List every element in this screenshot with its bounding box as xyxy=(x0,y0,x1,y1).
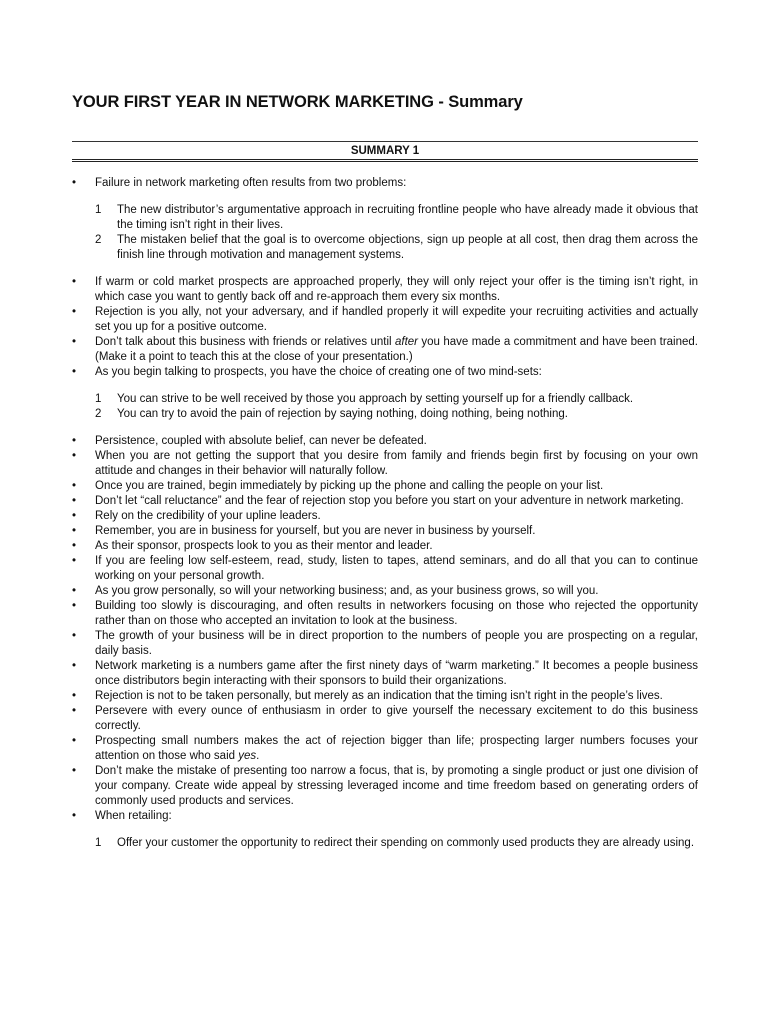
top-divider xyxy=(72,141,698,142)
bullet-list xyxy=(72,434,698,734)
numbered-item xyxy=(72,233,698,263)
item-text: Offer your customer the opportunity to redirect their spending on commonly used products they are already using. xyxy=(117,837,695,849)
document-title: YOUR FIRST YEAR IN NETWORK MARKETING - Summary xyxy=(72,93,523,111)
bullet-list xyxy=(72,335,698,380)
list-item: • Network marketing is a numbers game after the first ninety days of “warm marketing.” It becomes a people business once distributors begin interacting with their sponsors to build their organizations. xyxy=(72,659,698,689)
item-number: 1 xyxy=(95,204,102,216)
retailing-list xyxy=(72,836,698,851)
numbered-item xyxy=(72,392,698,407)
list-item: • As you begin talking to prospects, you have the choice of creating one of two mind-sets: xyxy=(72,365,698,380)
list-item: • Once you are trained, begin immediately by picking up the phone and calling the people on your list. xyxy=(72,479,698,494)
bullet-list xyxy=(72,734,698,764)
list-item: • When retailing: xyxy=(72,809,698,824)
mindsets-list xyxy=(72,392,698,422)
list-item: • Prospecting small numbers makes the act of rejection bigger than life; prospecting larger numbers focuses your attention on those who said yes. xyxy=(72,734,698,764)
bullet-list xyxy=(72,764,698,824)
list-item: • As you grow personally, so will your networking business; and, as your business grows, so will you. xyxy=(72,584,698,599)
list-item: • Don’t let “call reluctance” and the fear of rejection stop you before you start on your adventure in network marketing. xyxy=(72,494,698,509)
list-item: • When you are not getting the support that you desire from family and friends begin first by focusing on your own attitude and changes in their behavior will naturally follow. xyxy=(72,449,698,479)
list-item: • Persistence, coupled with absolute belief, can never be defeated. xyxy=(72,434,698,449)
section-heading: SUMMARY 1 xyxy=(350,145,420,157)
list-item: • If you are feeling low self-esteem, read, study, listen to tapes, attend seminars, and do all that you can to continue working on your personal growth. xyxy=(72,554,698,584)
item-text: The mistaken belief that the goal is to overcome objections, sign up people at all cost, then drag them across the finish line through motivation and management systems. xyxy=(117,234,698,261)
item-number: 1 xyxy=(95,837,102,849)
heading-divider xyxy=(72,159,698,162)
numbered-item xyxy=(72,407,698,422)
list-item: • The growth of your business will be in direct proportion to the numbers of people you are prospecting on a regular, daily basis. xyxy=(72,629,698,659)
item-text: The new distributor’s argumentative approach in recruiting frontline people who have already made it obvious that the timing isn’t right in their lives. xyxy=(117,204,698,231)
list-item: • Rely on the credibility of your upline leaders. xyxy=(72,509,698,524)
item-number: 1 xyxy=(95,393,102,405)
list-item: • Don’t talk about this business with friends or relatives until after you have made a commitment and have been trained. (Make it a point to teach this at the close of your presentation.) xyxy=(72,335,698,365)
problems-list xyxy=(72,203,698,263)
list-item: • Remember, you are in business for yourself, but you are never in business by yourself. xyxy=(72,524,698,539)
numbered-item xyxy=(72,836,698,851)
list-item: • Don’t make the mistake of presenting too narrow a focus, that is, by promoting a single product or just one division of your company. Create wide appeal by stressing leveraged income and time freedom based on generating orders of commonly used products and services. xyxy=(72,764,698,809)
numbered-item xyxy=(72,203,698,233)
list-item: • Rejection is not to be taken personally, but merely as an indication that the timing isn’t right in the people’s lives. xyxy=(72,689,698,704)
document-body xyxy=(72,176,698,863)
list-item: • If warm or cold market prospects are approached properly, they will only reject your offer is the timing isn’t right, in which case you want to gently back off and re-approach them every six months. xyxy=(72,275,698,305)
item-text: You can strive to be well received by those you approach by setting yourself up for a friendly callback. xyxy=(117,393,634,405)
intro-list xyxy=(72,176,698,191)
item-text: You can try to avoid the pain of rejection by saying nothing, doing nothing, being nothing. xyxy=(117,408,568,420)
list-item: • Failure in network marketing often results from two problems: xyxy=(72,176,698,191)
item-number: 2 xyxy=(95,234,102,246)
bullet-list xyxy=(72,275,698,335)
list-item: • Building too slowly is discouraging, and often results in networkers focusing on those who rejected the opportunity rather than on those who accepted an invitation to look at the business. xyxy=(72,599,698,629)
list-item: • As their sponsor, prospects look to you as their mentor and leader. xyxy=(72,539,698,554)
item-number: 2 xyxy=(95,408,102,420)
list-item: • Rejection is you ally, not your adversary, and if handled properly it will expedite your recruiting activities and actually set you up for a positive outcome. xyxy=(72,305,698,335)
list-item: • Persevere with every ounce of enthusiasm in order to give yourself the necessary excitement to do this business correctly. xyxy=(72,704,698,734)
